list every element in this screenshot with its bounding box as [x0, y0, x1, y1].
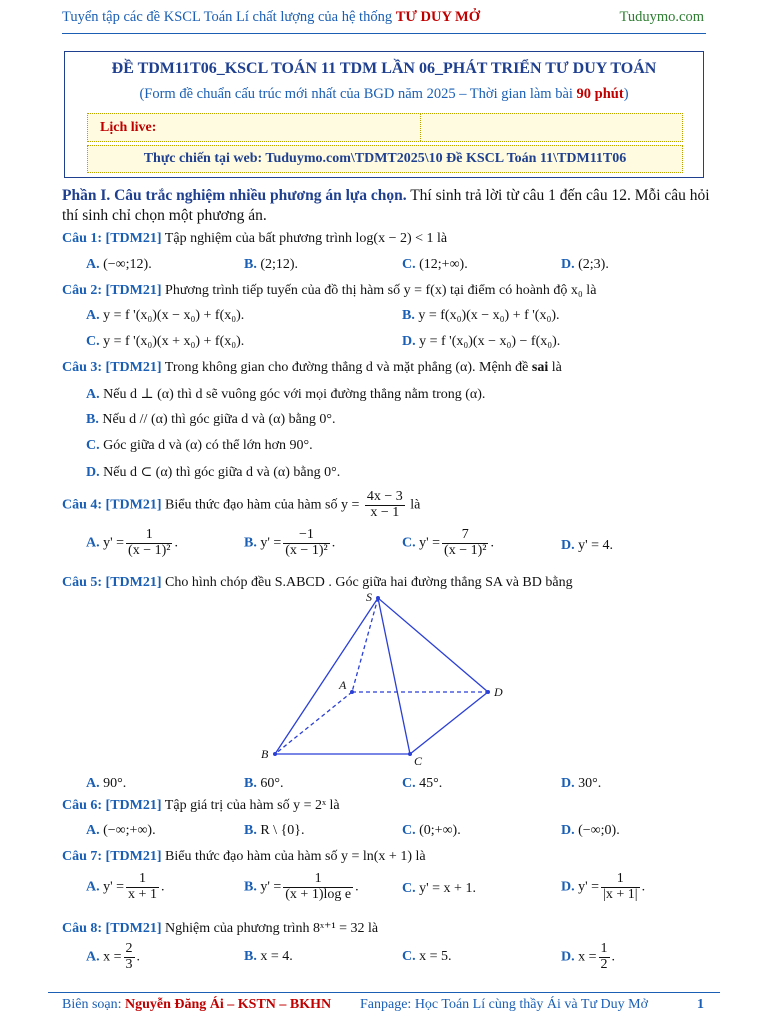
q2-option-c[interactable]: C. y = f '(x₀)(x + x₀) + f(x₀). [86, 334, 245, 349]
q5-option-c[interactable]: C. 45°. [402, 776, 443, 791]
q3-option-a[interactable]: A. Nếu d ⊥ (α) thì d sẽ vuông góc với mọi đường thẳng nằm trong (α). [86, 387, 486, 402]
vertex-label-b: B [261, 747, 269, 761]
edge-cd [410, 692, 488, 754]
q4-option-a[interactable]: A. y' = $\frac{1}{\text{(x − 1)²}}$ . [86, 527, 178, 558]
question-3 [62, 360, 562, 376]
question-text: Biểu thức đạo hàm của hàm số y = ln(x + 1) là [165, 849, 426, 864]
subtitle-post: ) [623, 86, 629, 102]
q6-option-a[interactable]: A. (−∞;+∞). [86, 823, 156, 838]
q4-option-c[interactable]: C. y' = $\frac{7}{\text{(x − 1)²}}$ . [402, 527, 494, 558]
function-fraction: $\frac{4x - 3}{x - 1}$ [366, 489, 403, 520]
question-label: Câu 8: [TDM21] [62, 921, 162, 936]
q1-option-b[interactable]: B. (2;12). [244, 257, 299, 272]
q8-option-a[interactable]: A. x = $\frac{2}{3}$ . [86, 941, 141, 972]
pyramid-figure [250, 588, 520, 768]
part1-heading [62, 186, 712, 226]
question-label: Câu 6: [TDM21] [62, 798, 162, 813]
q3-option-d[interactable]: D. Nếu d ⊂ (α) thì góc giữa d và (α) bằng 0°. [86, 465, 341, 480]
question-6 [62, 798, 340, 814]
subtitle-time: 90 phút [576, 86, 624, 102]
question-label: Câu 2: [TDM21] [62, 283, 162, 298]
header-series-title [62, 9, 480, 26]
vertex-label-s: S [366, 590, 372, 604]
part1-instruction: Thí sinh trả lời từ câu 1 đến câu 12. Mỗi câu hỏi thí sinh chỉ chọn một phương án. [62, 187, 710, 224]
header-divider [62, 33, 706, 34]
question-text: Tập nghiệm của bất phương trình log(x − 2) < 1 là [164, 231, 448, 246]
exam-title: ĐỀ TDM11T06_KSCL TOÁN 11 TDM LẦN 06_PHÁT TRIỂN TƯ DUY TOÁN [111, 60, 657, 77]
part1-title: Phần I. Câu trắc nghiệm nhiều phương án lựa chọn. [62, 187, 407, 204]
q2-option-d[interactable]: D. y = f '(x₀)(x − x₀) − f(x₀). [402, 334, 561, 349]
q7-option-c[interactable]: C. y' = x + 1. [402, 881, 476, 896]
footer-divider [48, 992, 720, 993]
question-text-bold: sai [531, 360, 549, 375]
q5-option-a[interactable]: A. 90°. [86, 776, 127, 791]
live-label: Lịch live: [100, 120, 157, 135]
question-label: Câu 7: [TDM21] [62, 849, 162, 864]
question-8 [62, 920, 378, 937]
question-label: Câu 1: [TDM21] [62, 231, 162, 246]
question-text: Biểu thức đạo hàm của hàm số [165, 497, 338, 513]
footer-author-name: Nguyễn Đăng Ái – KSTN – BKHN [125, 997, 332, 1012]
question-label: Câu 5: [TDM21] [62, 575, 162, 590]
footer-author-label: Biên soạn: [62, 997, 122, 1012]
question-label: Câu 3: [TDM21] [62, 360, 162, 375]
q2-option-a[interactable]: A. y = f '(x₀)(x − x₀) + f(x₀). [86, 308, 245, 323]
edge-ab [275, 692, 352, 754]
question-label: Câu 4: [TDM21] [62, 497, 162, 513]
q8-option-c[interactable]: C. x = 5. [402, 949, 452, 964]
header-brand: TƯ DUY MỞ [395, 9, 481, 25]
question-text: Tập giá trị của hàm số y = 2ˣ là [164, 798, 340, 813]
q4-option-b[interactable]: B. y' = $\frac{-1}{\text{(x − 1)²}}$ . [244, 527, 336, 558]
function-pre: y = [340, 497, 360, 513]
page-number: 1 [697, 997, 704, 1012]
q7-option-b[interactable]: B. y' = $\frac{1}{\text{(x + 1)log e}}$ . [244, 871, 359, 902]
header-site: Tuduymo.com [619, 9, 704, 25]
q6-option-c[interactable]: C. (0;+∞). [402, 823, 461, 838]
header-left-text: Tuyển tập các đề KSCL Toán Lí chất lượng của hệ thống [62, 9, 393, 25]
q4-option-d[interactable]: D. y' = 4. [561, 538, 614, 553]
q7-option-a[interactable]: A. y' = $\frac{1}{x + 1}$ . [86, 871, 165, 902]
vertex-label-d: D [494, 685, 503, 699]
web-practice-link: Thực chiến tại web: Tuduymo.com\TDMT2025\10 Đề KSCL Toán 11\TDM11T06 [87, 145, 683, 173]
q8-option-b[interactable]: B. x = 4. [244, 949, 293, 964]
q6-option-d[interactable]: D. (−∞;0). [561, 823, 620, 838]
footer-fanpage: Fanpage: Học Toán Lí cùng thầy Ái và Tư Duy Mở [360, 997, 648, 1012]
edge-sb [275, 598, 378, 754]
question-7 [62, 849, 426, 865]
question-text: Phương trình tiếp tuyến của đồ thị hàm số y = f(x) tại điểm có hoành độ x₀ là [165, 283, 597, 298]
q5-option-b[interactable]: B. 60°. [244, 776, 284, 791]
subtitle-pre: (Form đề chuẩn cấu trúc mới nhất của BGD năm 2025 – Thời gian làm bài [139, 86, 573, 102]
vertex-label-a: A [339, 678, 347, 692]
question-text-post: là [548, 360, 562, 375]
question-1 [62, 231, 447, 247]
live-cell-divider [420, 114, 421, 141]
question-text: Nghiệm của phương trình 8ˣ⁺¹ = 32 là [165, 921, 379, 936]
exam-title-box [64, 51, 704, 178]
exam-subtitle [65, 86, 703, 103]
q1-option-a[interactable]: A. (−∞;12). [86, 257, 152, 272]
live-schedule-row [87, 113, 683, 142]
footer-author [62, 997, 331, 1013]
q8-option-d[interactable]: D. x = $\frac{1}{2}$ . [561, 941, 616, 972]
q3-option-b[interactable]: B. Nếu d // (α) thì góc giữa d và (α) bằng 0°. [86, 412, 336, 427]
q7-option-d[interactable]: D. y' = $\frac{1}{|x + 1|}$ . [561, 871, 646, 902]
q5-option-d[interactable]: D. 30°. [561, 776, 602, 791]
question-4 [62, 490, 420, 520]
q1-option-c[interactable]: C. (12;+∞). [402, 257, 468, 272]
question-2 [62, 283, 596, 299]
question-text: Cho hình chóp đều S.ABCD . Góc giữa hai đường thẳng SA và BD bằng [165, 575, 573, 590]
question-text-post: là [410, 497, 421, 513]
q6-option-b[interactable]: B. R \ {0}. [244, 823, 305, 838]
question-text-pre: Trong không gian cho đường thẳng d và mặt phẳng (α). Mệnh đề [164, 360, 532, 375]
q1-option-d[interactable]: D. (2;3). [561, 257, 609, 272]
edge-sa [352, 598, 378, 692]
q2-option-b[interactable]: B. y = f(x₀)(x − x₀) + f '(x₀). [402, 308, 560, 323]
vertex-label-c: C [414, 754, 423, 768]
q3-option-c[interactable]: C. Góc giữa d và (α) có thể lớn hơn 90°. [86, 438, 313, 453]
